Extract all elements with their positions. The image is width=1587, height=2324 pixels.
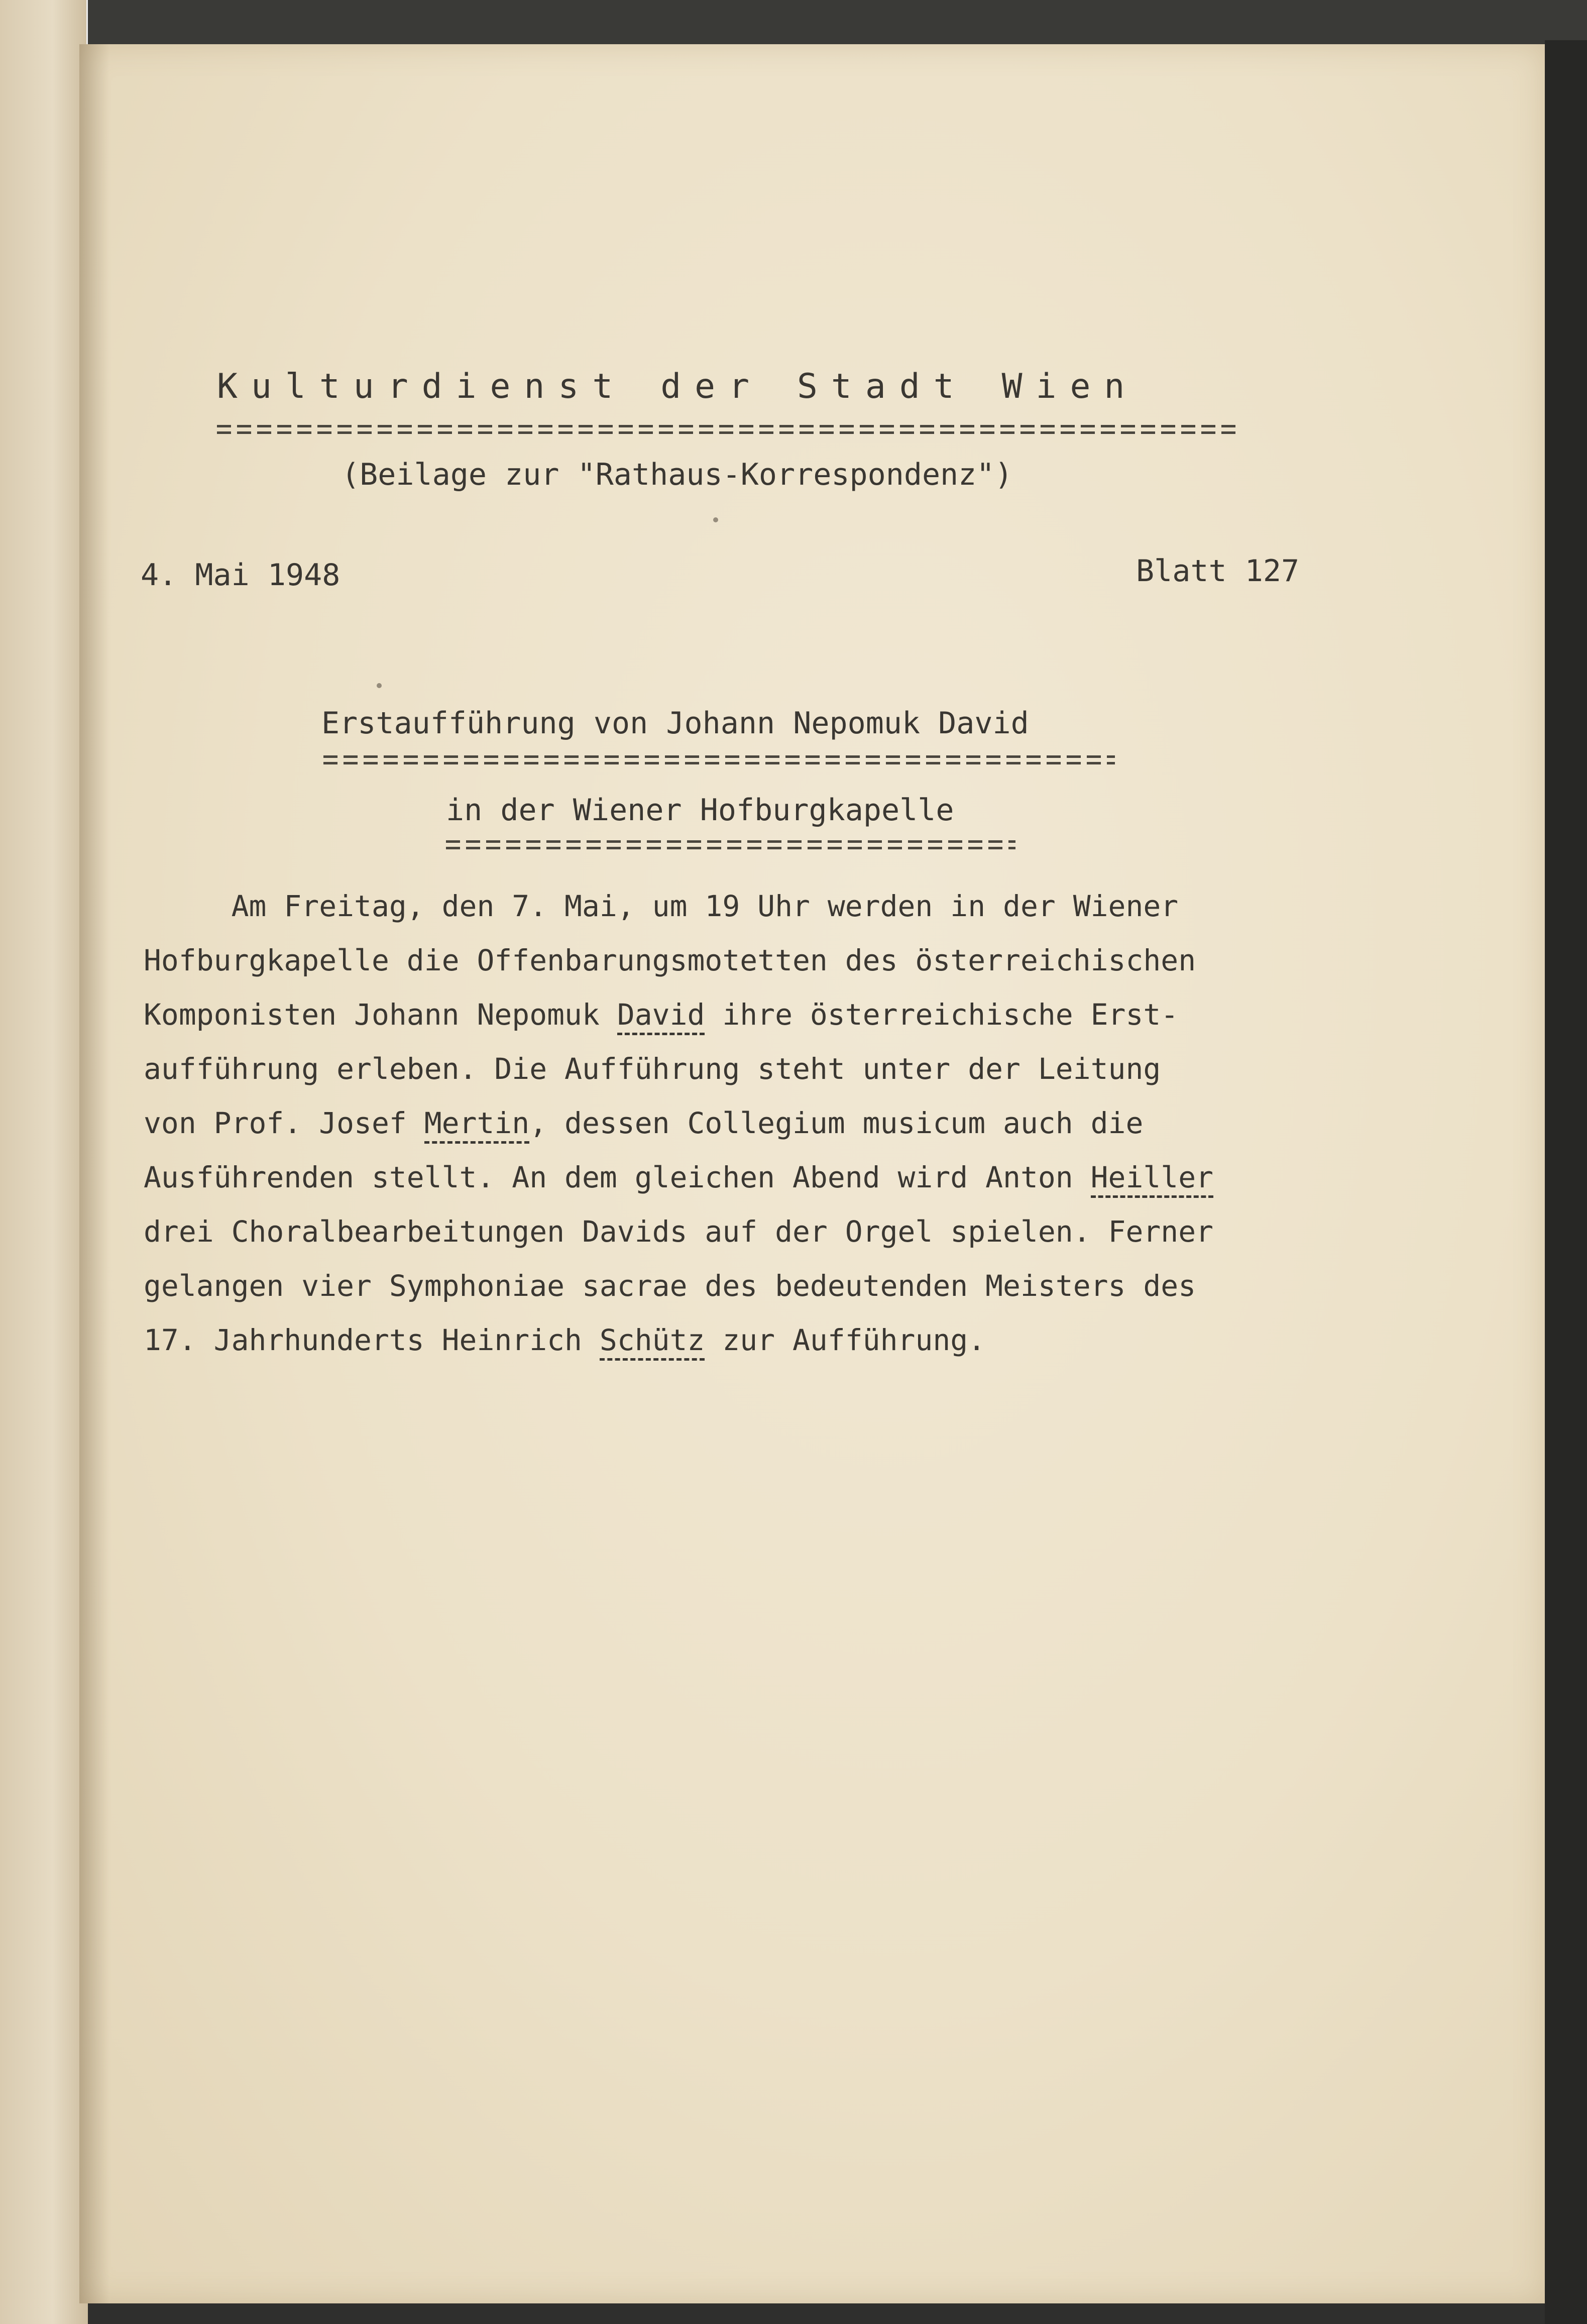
article-heading-line-1: Erstaufführung von Johann Nepomuk David: [321, 706, 1029, 741]
scan-background-right: [1545, 40, 1587, 2324]
body-text-segment: Am Freitag, den 7. Mai, um 19 Uhr werden in der Wiener: [144, 889, 1179, 923]
underlined-name: Mertin: [424, 1106, 530, 1144]
body-text-segment: Ausführenden stellt. An dem gleichen Abend wird Anton: [144, 1160, 1091, 1194]
page-binding-shadow: [79, 44, 109, 2303]
underlined-name: Schütz: [600, 1323, 705, 1361]
body-text-segment: gelangen vier Symphoniae sacrae des bedeutenden Meisters des: [144, 1269, 1196, 1303]
underlined-name: David: [617, 998, 705, 1035]
body-text-segment: 17. Jahrhunderts Heinrich: [144, 1323, 600, 1357]
body-line: [144, 1323, 985, 1357]
header-title: Kulturdienst der Stadt Wien: [217, 367, 1139, 406]
body-line: [144, 889, 1178, 923]
body-line: [144, 1160, 1213, 1194]
paper-speck: [377, 683, 382, 688]
header-double-underline: [217, 425, 1237, 434]
paper-speck: [713, 517, 718, 522]
sheet-number: Blatt 127: [1136, 554, 1300, 589]
body-text-segment: Hofburgkapelle die Offenbarungsmotetten des österreichischen: [144, 943, 1196, 977]
body-text-segment: zur Aufführung.: [705, 1323, 986, 1357]
heading-1-double-underline: [323, 755, 1115, 764]
body-text-segment: aufführung erleben. Die Aufführung steht unter der Leitung: [144, 1052, 1161, 1086]
document-date: 4. Mai 1948: [141, 558, 341, 593]
article-heading-line-2: in der Wiener Hofburgkapelle: [446, 793, 954, 828]
underlined-name: Heiller: [1091, 1160, 1213, 1198]
body-text-segment: von Prof. Josef: [144, 1106, 424, 1140]
body-line: [144, 1269, 1196, 1303]
body-text-segment: Komponisten Johann Nepomuk: [144, 998, 617, 1032]
body-line: [144, 1214, 1213, 1249]
body-line: [144, 1052, 1161, 1086]
body-text-segment: ihre österreichische Erst-: [705, 998, 1179, 1032]
scan-background-top: [88, 0, 1587, 48]
body-text-segment: drei Choralbearbeitungen Davids auf der Orgel spielen. Ferner: [144, 1214, 1214, 1249]
header-subtitle: (Beilage zur "Rathaus-Korrespondenz"): [342, 457, 1013, 492]
adjacent-page-edge: [0, 0, 88, 2324]
body-line: [144, 943, 1196, 977]
body-line: [144, 998, 1178, 1032]
heading-2-double-underline: [446, 840, 1015, 849]
body-text-segment: , dessen Collegium musicum auch die: [529, 1106, 1144, 1140]
body-line: [144, 1106, 1143, 1140]
